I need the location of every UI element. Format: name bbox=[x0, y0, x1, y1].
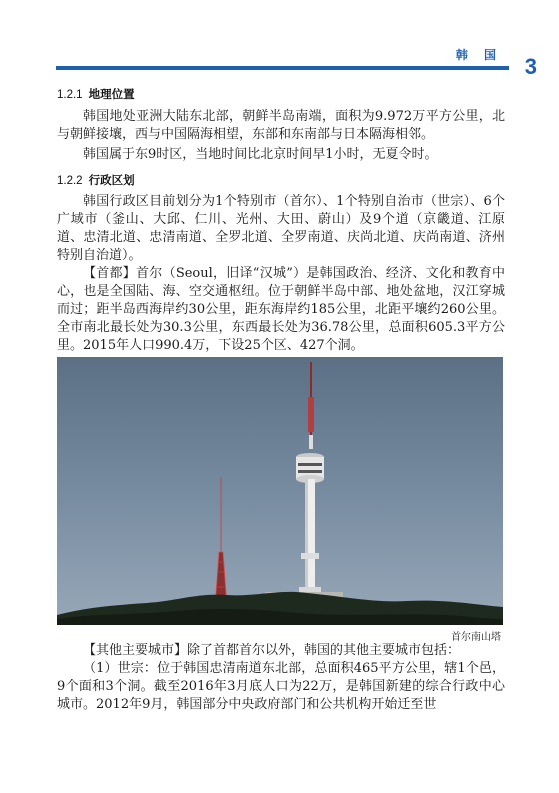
header-rule bbox=[56, 66, 509, 70]
section-title: 行政区划 bbox=[88, 173, 135, 187]
paragraph: 韩国属于东9时区，当地时间比北京时间早1小时，无夏令时。 bbox=[83, 147, 438, 162]
capital-tag: 【首都】 bbox=[83, 266, 137, 281]
capital-text: 首尔（Seoul，旧译“汉城”）是韩国政治、经济、文化和教育中心，也是全国陆、海、空交通枢纽。位于朝鲜半岛中部、地处盆地，汉江穿城而过；距半岛西海岸约30公里，距东海岸约185公里，北距平壤约260公里。全市南北最长处为30.3公里，东西最长处为36.78公里，总面积605.3平方公里。2015年人口990.4万，下设25个区、427个洞。 bbox=[57, 266, 505, 353]
paragraph: 韩国行政区目前划分为1个特别市（首尔）、1个特别自治市（世宗）、6个广域市（釜山、大邱、仁川、光州、大田、蔚山）及9个道（京畿道、江原道、忠清北道、忠清南道、全罗北道、全罗南道、庆尚北道、庆尚南道、济州特别自治道）。 bbox=[57, 194, 505, 263]
section-heading-geography bbox=[57, 86, 135, 102]
section-number: 1.2.1 bbox=[57, 89, 83, 101]
other-cities-tag: 【其他主要城市】 bbox=[83, 643, 188, 658]
section-number: 1.2.2 bbox=[57, 175, 83, 187]
paragraph: 韩国地处亚洲大陆东北部，朝鲜半岛南端，面积为9.972万平方公里，北与朝鲜接壤，西与中国隔海相望，东部和东南部与日本隔海相邻。 bbox=[57, 109, 505, 142]
namsan-tower-photo bbox=[57, 357, 503, 625]
section-title: 地理位置 bbox=[88, 87, 135, 101]
photo-caption: 首尔南山塔 bbox=[451, 632, 501, 643]
page-number: 3 bbox=[524, 54, 537, 79]
paragraph-other-cities bbox=[57, 642, 505, 660]
running-header-title: 韩 国 bbox=[455, 48, 502, 62]
paragraph-capital bbox=[57, 265, 505, 355]
other-cities-intro: 除了首都首尔以外，韩国的其他主要城市包括： bbox=[187, 643, 461, 658]
paragraph-sejong: （1）世宗：位于韩国忠清南道东北部，总面积465平方公里，辖1个邑，9个面和3个洞。截至2016年3月底人口为22万，是韩国新建的综合行政中心城市。2012年9月，韩国部分中央政府部门和公共机构开始迁至世 bbox=[57, 661, 505, 712]
section-heading-administrative bbox=[57, 172, 135, 188]
